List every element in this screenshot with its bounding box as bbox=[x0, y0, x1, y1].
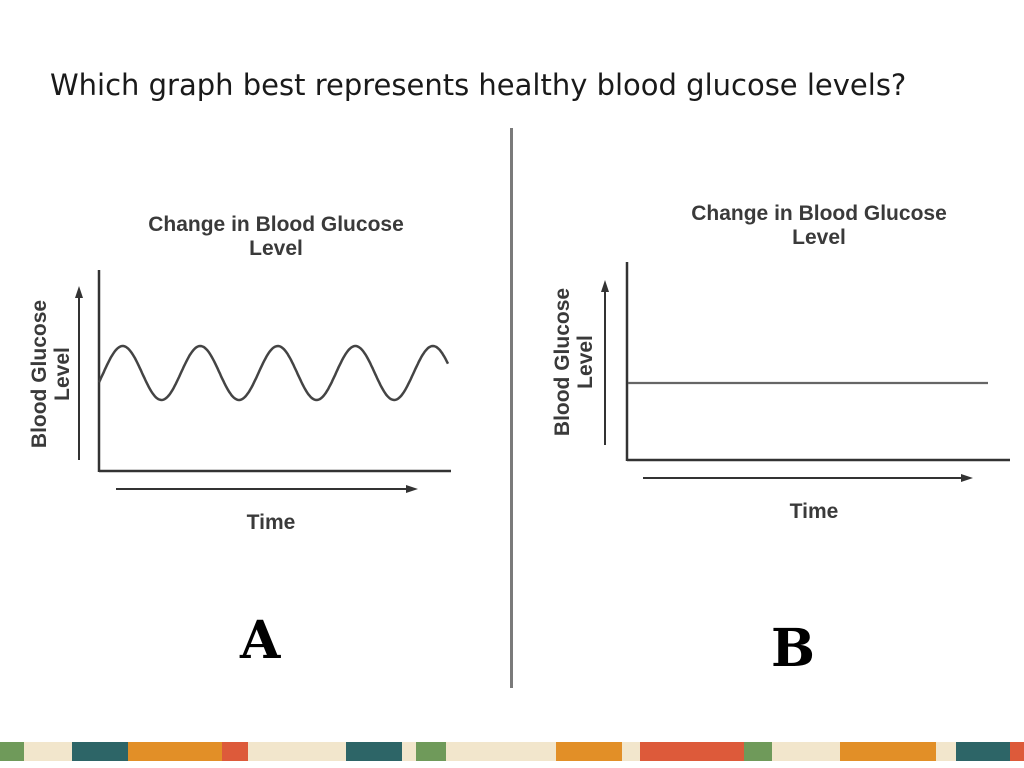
chart-a-y-arrowhead bbox=[75, 286, 83, 298]
footer-segment bbox=[416, 742, 446, 761]
footer-segment bbox=[772, 742, 840, 761]
chart-a-title-line1: Change in Blood Glucose bbox=[148, 213, 404, 236]
footer-segment bbox=[1010, 742, 1024, 761]
chart-b-ylabel-line2: Level bbox=[574, 335, 597, 389]
footer-segment bbox=[556, 742, 622, 761]
option-label-a: A bbox=[240, 610, 281, 671]
footer-segment bbox=[640, 742, 744, 761]
footer-segment bbox=[622, 742, 640, 761]
chart-b bbox=[551, 202, 1010, 523]
footer-segment bbox=[402, 742, 416, 761]
chart-a-title-line2: Level bbox=[249, 237, 303, 260]
chart-a-x-arrowhead bbox=[406, 485, 418, 493]
footer-segment bbox=[0, 742, 24, 761]
footer-segment bbox=[346, 742, 402, 761]
chart-b-title-line2: Level bbox=[792, 226, 846, 249]
chart-a-ylabel-line1: Blood Glucose bbox=[28, 299, 51, 449]
question-text: Which graph best represents healthy blood glucose levels? bbox=[50, 68, 907, 102]
footer-segment bbox=[936, 742, 956, 761]
footer-color-strip bbox=[0, 742, 1024, 761]
chart-b-x-arrowhead bbox=[961, 474, 973, 482]
footer-segment bbox=[128, 742, 222, 761]
option-label-b: B bbox=[771, 618, 815, 679]
chart-a bbox=[28, 213, 451, 534]
chart-b-xlabel: Time bbox=[789, 500, 839, 523]
footer-segment bbox=[446, 742, 556, 761]
footer-segment bbox=[744, 742, 772, 761]
footer-segment bbox=[72, 742, 128, 761]
footer-segment bbox=[222, 742, 248, 761]
footer-segment bbox=[248, 742, 346, 761]
chart-b-title-line1: Change in Blood Glucose bbox=[691, 202, 947, 225]
footer-segment bbox=[840, 742, 936, 761]
chart-a-series-line bbox=[99, 346, 448, 400]
footer-segment bbox=[956, 742, 1010, 761]
chart-a-ylabel-line2: Level bbox=[51, 347, 74, 401]
chart-b-y-arrowhead bbox=[601, 280, 609, 292]
chart-b-ylabel-line1: Blood Glucose bbox=[551, 287, 574, 437]
footer-segment bbox=[24, 742, 72, 761]
chart-a-xlabel: Time bbox=[246, 511, 296, 534]
